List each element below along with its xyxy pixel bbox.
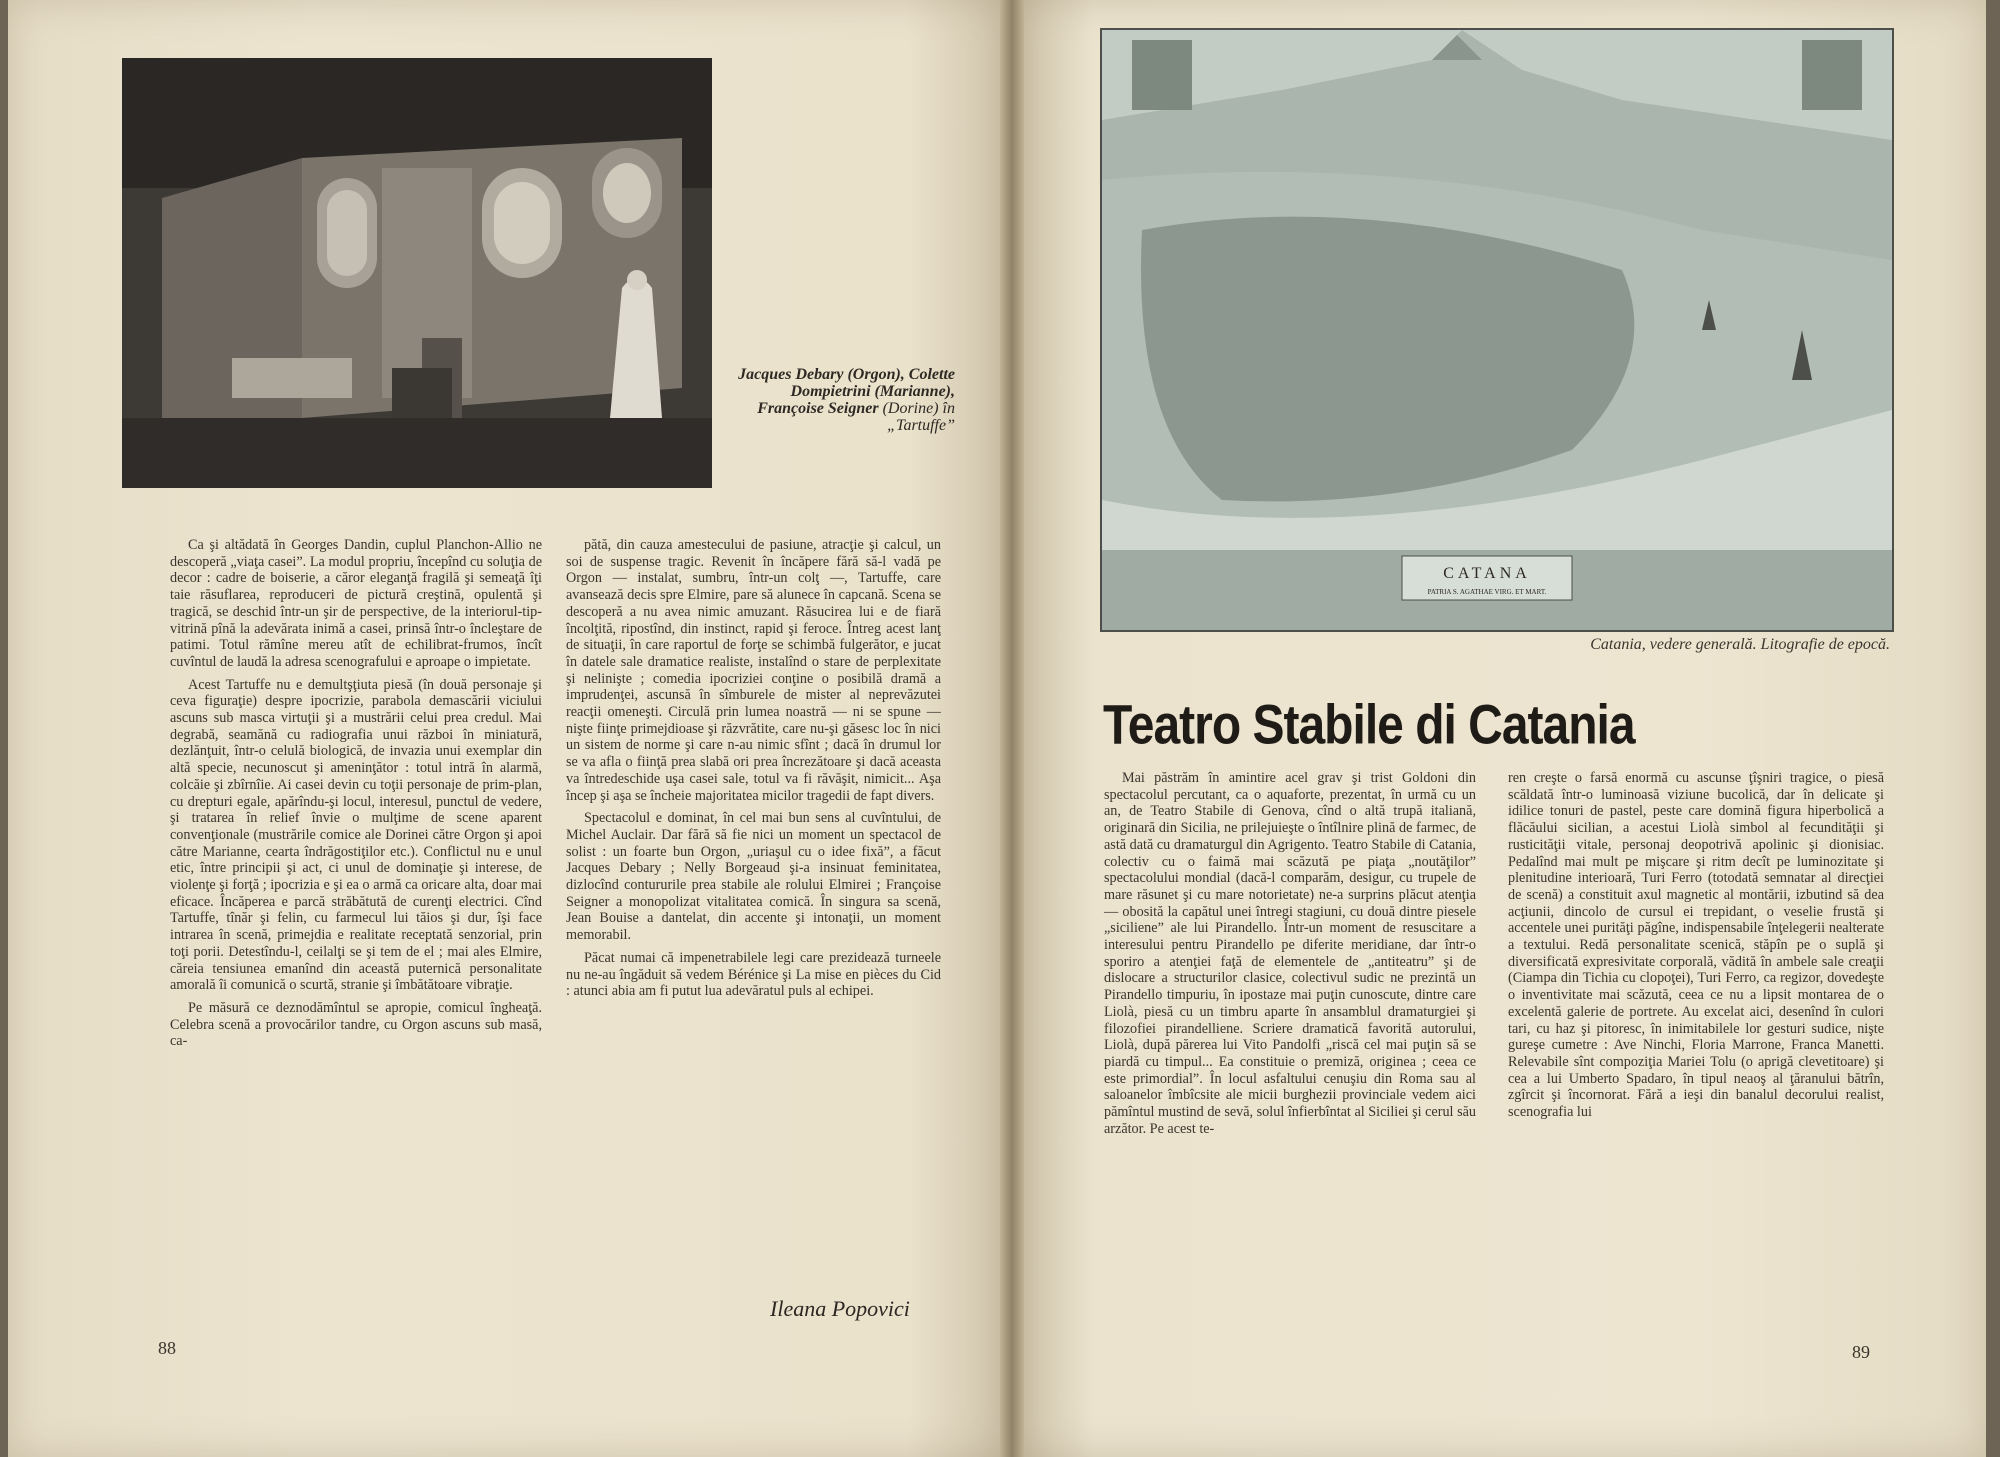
caption-names: Jacques Debary (Orgon), Colette Dompietrini (Marianne), Françoise Seigner [738, 366, 955, 417]
paragraph: Păcat numai că impenetrabilele legi care prezidează turneele nu ne-au îngăduit să vedem Bérénice şi La mise en pièces du Cid : atunci abia am fi putut lua adevăratul puls al echipei. [566, 949, 941, 1000]
paragraph: Acest Tartuffe nu e demultşţiuta piesă (în două personaje şi ceva figuraţie) despre ipocrizie, parabola demascării viciului ascuns sub masca virtuţii şi a mustrării celui prea credul. Mai degrabă, seamănă cu radiografia unui război în miniatură, dezlănţuit, într-o celulă biologică, de invazia unui exemplar din altă specie, necunoscut şi ameninţător : totul intră în alarmă, colcăie şi zbîrnîie. Ai casei devin cu toţii personaje de prim-plan, cu drepturi egale, apărîndu-şi locul, interesul, punctul de vedere, şi tratarea în relief învie o mulţime de scene aparent convenţionale (mustrările comice ale Dorinei către Orgon şi apoi către Marianne, cearta îndrăgostiţilor etc.). Conflictul nu e unul etic, între principii şi act, ci unul de dominaţie şi interese, de violenţe şi forţă ; ipocrizia e şi ea o armă ca oricare alta, doar mai eficace. Încăperea e parcă străbătută de curenţi electrici. Cînd Tartuffe, tînăr şi felin, cu farmecul lui tăios şi dur, îşi face intrarea în scenă, primejdia e realitate receptată senzorial, prin toţi porii. Detestîndu-l, ceilalţi se şi tem de el ; mai ales Elmire, căreia tensiunea emanînd din această puternică personalitate amorală îi comunică o scurtă, stranie şi îmbătătoare vibraţie. [170, 676, 542, 994]
caption-rest: (Dorine) în „Tartuffe” [882, 400, 955, 434]
paragraph: pătă, din cauza amestecului de pasiune, atracţie şi calcul, un soi de suspense tragic. Revenit în încăpere fără să-l vadă pe Orgon — instalat, sumbru, într-un colţ —, Tartuffe, care avansează decis spre Elmire, pare să alunece în capcană. Scena se descoperă a nu avea nimic amuzant. Răsucirea lui e de fiară încolţită, ripostînd, din instinct, rapid şi feroce. Întreg acest lanţ de situaţii, în care raportul de forţe se schimbă fulgerător, e jucat în datele sale dramatice realiste, instalînd o stare de perplexitate şi nelinişte ; comedia ipocriziei conţine o posibilă dramă a imprudenţei, ascunsă în sîmburele de mister al neprevăzutei reacţii omeneşti. Circulă prin lumea noastră — ni se spune — nişte fiinţe primejdioase şi răzvrătite, care nu-şi găsesc loc în nici un sistem de norme şi care n-au nimic sfînt ; dacă în drumul lor se va afla o fiinţă prea slabă ori prea încrezătoare şi dacă aceasta va întredeschide uşa casei sale, totul va fi răvăşit, nimicit... Aşa încep şi aşa se încheie majoritatea micilor tragedii de fapt divers. [566, 537, 941, 804]
paragraph: Ca şi altădată în Georges Dandin, cuplul Planchon-Allio ne descoperă „viaţa casei”. La modul propriu, începînd cu soluţia de decor : cadre de boiserie, a căror eleganţă fragilă şi semeaţă îţi taie răsuflarea, reproduceri de pictură creştină, opulentă şi tragică, se deschid într-un şir de perspective, de la interiorul-tip-vitrină pînă la adevărata inimă a casei, prinsă într-o încleştare de patimi. Totul rămîne mereu atît de echilibrat-frumos, încît cuvîntul de laudă la adresa scenografului e aproape o impietate. [170, 537, 542, 670]
map-subtitle: PATRIA S. AGATHAE VIRG. ET MART. [1427, 588, 1547, 596]
right-column-2 [1508, 770, 1884, 1127]
left-column-1 [170, 537, 542, 1056]
tartuffe-stage-photo [122, 58, 712, 488]
photo-caption [720, 366, 955, 434]
paragraph: ren creşte o farsă enormă cu ascunse ţîşniri tragice, o piesă scăldată într-o luminoasă viziune bucolică, dar în delicate şi idilice tonuri de pastel, peste care domină figura hiperbolică a flăcăului sicilian, a acestui Liolà simbol al fecundităţii şi rusticităţii vitale, personaj deopotrivă apolinic şi dionisiac. Pedalînd mai mult pe mişcare şi ritm decît pe luminozitate şi plenitudine interioară, Turi Ferro (totodată semnatar al direcţiei de scenă) a constituit axul magnetic al montării, izbutind să dea acţiunii, dincolo de cursul ei trepidant, o veselie frustă şi accentele unei purităţi păgîne, indispensabile înţelegerii nealterate a textului. Redă personalitate scenică, stăpîn pe o suplă şi diversificată expresivitate corporală, vădită în ambele sale creaţii (Ciampa din Tichia cu clopoţei), Turi Ferro, ca regizor, dovedeşte o inventivitate mai scăzută, ceea ce nu a lipsit montarea de o excelentă galerie de portrete. Au excelat aici, desenînd în culori tari, cu haz şi pitoresc, în inimitabilele lor gesturi sudice, nişte gureşe cumetre : Ave Ninchi, Floria Marrone, Franca Manetti. Relevabile sînt compoziţia Mariei Tolu (o aprigă clevetitoare) şi cea a lui Umberto Spadaro, în tipul neaoş al ţăranului bătrîn, zgîrcit şi încornorat. Fără a ieşi din banalul decorului realist, scenografia lui [1508, 770, 1884, 1121]
map-caption: Catania, vedere generală. Litografie de epocă. [1590, 636, 1890, 653]
paragraph: Mai păstrăm în amintire acel grav şi trist Goldoni din spectacolul percutant, ca o aquaforte, prezentat, în urmă cu un an, de Teatro Stabile di Genova, cînd o altă trupă italiană, originară din Sicilia, ne prilejuieşte o întîlnire plină de farmec, de astă dată cu dramaturgul din Agrigento. Teatro Stabile di Catania, colectiv cu o faimă mai scăzută pe piaţa „noutăţilor” spectacolului mondial (dacă-l comparăm, desigur, cu trupele de mare răsunet şi cu mare notorietate) ne-a surprins plăcut atenţia — obosită la capătul unei întregi stagiuni, cu două dintre piesele „siciliene” ale lui Pirandello. Într-un moment de resuscitare a interesului pentru Pirandello pe diferite meridiane, dar într-o sporiro a atenţiei faţă de elementele de „antiteatru” şi de dislocare a structurilor clasice, colectivul sudic ne prezintă un Pirandello timpuriu, în ipostaze mai puţin cunoscute, dintre care Liolà, piesă cu un timbru aparte în ansamblul dramaturgiei şi filozofiei pirandelliene. Scriere dramatică favorită autorului, Liolà, după părerea lui Vito Pandolfi „riscă cel mai puţin să se piardă cu timpul... Ea constituie o premiză, originea ; ceea ce este primordial”. În locul asfaltului cenuşiu din Roma sau al saloanelor îmbîcsite ale micii burghezii provinciale vedem aici pămîntul mustind de sevă, solul înfierbîntat al Siciliei şi cerul său arzător. Pe acest te- [1104, 770, 1476, 1137]
catania-map-lithograph [1100, 28, 1894, 632]
paragraph: Pe măsură ce deznodămîntul se apropie, comicul îngheaţă. Celebra scenă a provocărilor tandre, cu Orgon ascuns sub masă, ca- [170, 999, 542, 1050]
article-headline: Teatro Stabile di Catania [1103, 695, 1635, 757]
left-column-2 [566, 537, 941, 1006]
book-gutter [1000, 0, 1024, 1457]
page-number-left: 88 [158, 1338, 176, 1358]
page-number-right: 89 [1852, 1342, 1870, 1362]
right-column-1 [1104, 770, 1476, 1143]
map-title: CATANA [1443, 565, 1531, 582]
paragraph: Spectacolul e dominat, în cel mai bun sens al cuvîntului, de Michel Auclair. Dar fără să fie nici un moment un spectacol de solist : un foarte bun Orgon, „uriaşul cu o idee fixă”, a făcut Jacques Debary ; Nelly Borgeaud şi-a insinuat feminitatea, dizlocînd contururile prea stabile ale rolului Elmirei ; Françoise Seigner a monopolizat vitalitatea comică. În singura sa scenă, Jean Bouise a dantelat, din accente şi intonaţii, un moment memorabil. [566, 810, 941, 944]
author-signature: Ileana Popovici [770, 1296, 910, 1321]
